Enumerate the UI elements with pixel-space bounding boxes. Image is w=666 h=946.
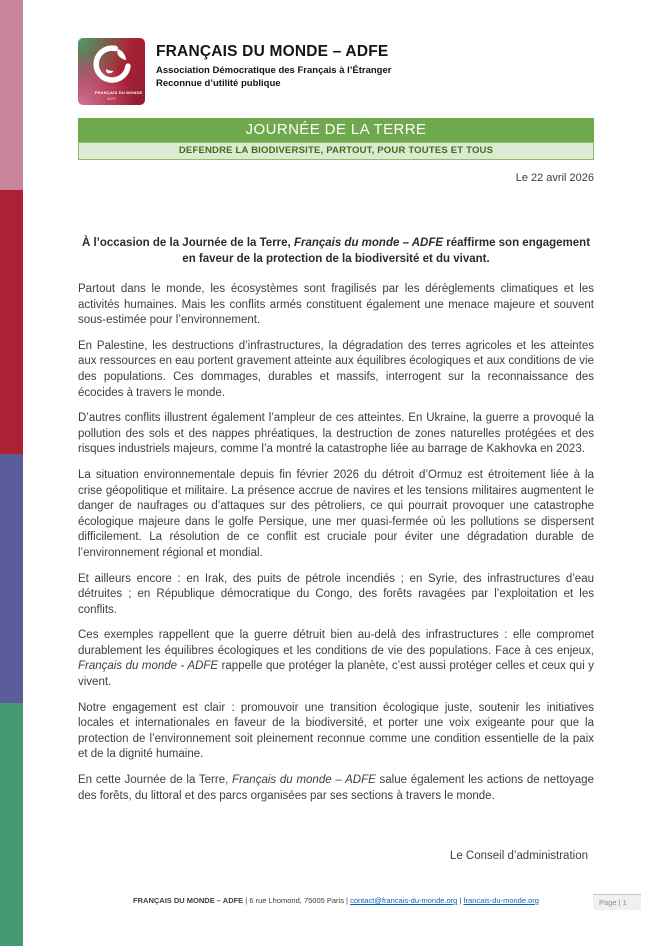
text-run: FRANÇAIS DU MONDE – ADFE [133, 896, 244, 905]
text-run: Ces exemples rappellent que la guerre détruit bien au-delà des infrastructures : elle compromet durablement les équilibres écologiques et les conditions de vie des populations. Face à ces enjeux, [78, 629, 594, 657]
org-name: FRANÇAIS DU MONDE – ADFE [156, 43, 389, 60]
text-run: La situation environnementale depuis fin février 2026 du détroit d’Ormuz est étroitement liée à la crise géopolitique et militaire. La présence accrue de navires et les tensions militaires augmentent le danger de naufrages ou d’attaques sur des pétroliers, ce qui pourrait provoquer une catastrophe écologique majeure dans le golfe Persique, une mer quasi-fermée où les pollutions se dispersent difficilement. La résolution de ce conflit est cruciale pour éviter une dégradation durable de l’environnement régional et mondial. [78, 468, 594, 559]
stripe-segment-pink [0, 0, 23, 190]
body-paragraph [78, 773, 594, 804]
org-identity [156, 38, 391, 105]
stripe-segment-purple [0, 454, 23, 703]
stripe-segment-red [0, 190, 23, 454]
banner-title: JOURNÉE DE LA TERRE [78, 118, 594, 142]
body-paragraph [78, 282, 594, 329]
signature-line: Le Conseil d’administration [449, 850, 588, 863]
lead-paragraph [78, 235, 594, 267]
text-run: Partout dans le monde, les écosystèmes sont fragilisés par les dérèglements climatiques et les activités humaines. Mais les conflits armés constituent également une menace majeure et souvent sous-estimée pour l’environnement. [78, 283, 594, 327]
footer-link[interactable]: contact@francais-du-monde.org [350, 896, 458, 905]
date-line: Le 22 avril 2026 [515, 172, 594, 184]
text-run: réaffirme son engagement en faveur de la protection de la biodiversité et du vivant. [182, 237, 591, 265]
text-run: En cette Journée de la Terre, [78, 774, 233, 787]
text-run: Français du monde - ADFE [78, 660, 219, 673]
org-subtitle: Association Démocratique des Français à l’Étranger [156, 65, 392, 76]
text-run: | [457, 896, 464, 905]
logo-caption-sub: ADFE [107, 97, 116, 102]
content-column [78, 0, 594, 862]
text-run: Et ailleurs encore : en Irak, des puits de pétrole incendiés ; en Syrie, des infrastructures d’eau détruites ; en République démocratique du Congo, des forêts ravagées par l’exploitation et les conflits. [78, 572, 594, 616]
body-paragraph [78, 339, 594, 401]
text-run: | 6 rue Lhomond, 75005 Paris | [243, 896, 351, 905]
body-paragraph [78, 468, 594, 562]
page-number-badge: Page | 1 [593, 894, 641, 910]
footer-link[interactable]: francais-du-monde.org [463, 896, 539, 905]
text-run: Notre engagement est clair : promouvoir une transition écologique juste, soutenir les initiatives locales et internationales en faveur de la biodiversité, et porter une voix exigeante pour que la protection de l’environnement soit pleinement reconnue comme une condition essentielle de la paix et de la dignité humaine. [78, 701, 594, 761]
body-paragraph [78, 572, 594, 619]
paragraph-list [78, 282, 594, 804]
letterhead [78, 38, 594, 105]
text-run: D’autres conflits illustrent également l’ampleur de ces atteintes. En Ukraine, la guerre a provoqué la pollution des sols et des nappes phréatiques, la destruction de zones naturelles protégées et des risques industriels majeurs, comme l’a montré la catastrophe liée au barrage de Kakhovka en 2023. [78, 412, 594, 456]
logo-caption: FRANÇAIS DU MONDE [94, 90, 143, 95]
text-run: salue également les actions de nettoyage des forêts, du littoral et des parcs organisées par ses sections à travers le monde. [78, 774, 594, 802]
left-color-stripe [0, 0, 23, 946]
body-paragraph [78, 411, 594, 458]
text-run: En Palestine, les destructions d’infrastructures, la dégradation des terres agricoles et les atteintes aux ressources en eau portent gravement atteinte aux équilibres écologiques et aux conditions de vie des populations. Ces dommages, durables et massifs, interrogent sur la reconnaissance des écocides à travers le monde. [78, 339, 594, 399]
body-paragraph [78, 701, 594, 763]
text-run: Français du monde – ADFE [232, 774, 376, 787]
org-status: Reconnue d’utilité publique [156, 78, 281, 89]
logo-swirl-icon [91, 43, 133, 85]
text-run: À l’occasion de la Journée de la Terre, [81, 237, 294, 249]
footer-line [78, 896, 594, 905]
text-run: Français du monde – ADFE [293, 237, 444, 249]
org-logo-icon [78, 38, 145, 105]
banner-subtitle: DEFENDRE LA BIODIVERSITE, PARTOUT, POUR TOUTES ET TOUS [78, 142, 594, 160]
body-paragraph [78, 628, 594, 690]
stripe-segment-green [0, 703, 23, 946]
text-run: rappelle que protéger la planète, c’est aussi protéger celles et ceux qui y vivent. [78, 660, 594, 689]
